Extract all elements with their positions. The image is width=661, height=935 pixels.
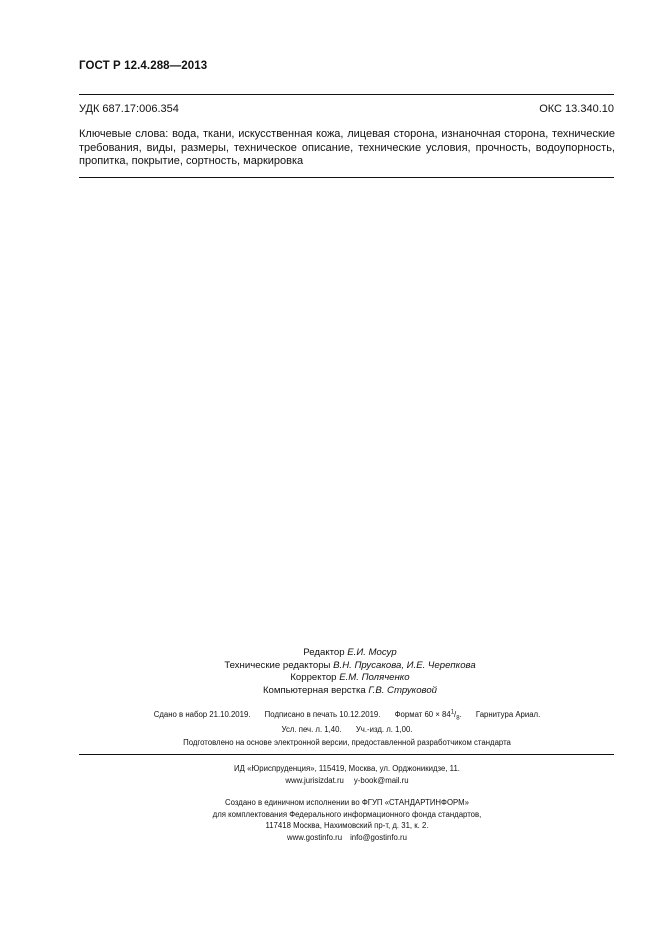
credit-layout: Компьютерная верстка Г.В. Струковой xyxy=(262,684,438,696)
print-sheets: Усл. печ. л. 1,40. xyxy=(281,725,342,734)
credit-editor: Редактор Е.И. Мосур xyxy=(303,647,397,658)
publisher-email: y-book@mail.ru xyxy=(353,776,409,785)
publisher-website: www.jurisizdat.ru xyxy=(285,776,344,785)
printer-line-1: Создано в единичном исполнении во ФГУП «СТАНДАРТИНФОРМ» xyxy=(225,798,469,807)
top-divider xyxy=(79,94,614,95)
paper-format: Формат $60 \times 84^1/_8$. xyxy=(394,709,462,722)
sheets-line xyxy=(79,725,615,734)
document-code: ГОСТ Р 12.4.288—2013 xyxy=(79,60,208,72)
credit-tech-editors: Технические редакторы В.Н. Прусакова, И.Е. Черепкова xyxy=(224,659,476,671)
keywords-block xyxy=(79,128,615,169)
publisher-address: ИД «Юриспруденция», 115419, Москва, ул. Орджоникидзе, 11. xyxy=(234,764,460,773)
keywords-text: вода, ткани, искусственная кожа, лицевая сторона, изнаночная сторона, технические требования, виды, размеры, техническое описание, технические условия, прочность, водоупорность, пропитка, покрытие, сортность, маркировка xyxy=(79,128,615,167)
print-details-line xyxy=(79,709,615,721)
submitted-date: Сдано в набор 21.10.2019. xyxy=(153,709,251,719)
publisher-block xyxy=(79,763,615,787)
keywords-divider xyxy=(79,177,614,178)
printer-line-3: 117418 Москва, Нахимовский пр-т, д. 31, к. 2. xyxy=(265,821,429,830)
keywords-label: Ключевые слова: xyxy=(79,128,169,140)
editorial-credits xyxy=(180,647,520,697)
credit-corrector: Корректор Е.М. Поляченко xyxy=(290,672,410,683)
bottom-divider xyxy=(79,754,614,755)
publisher-contacts xyxy=(79,775,615,787)
printer-contacts xyxy=(79,832,615,844)
printer-website: www.gostinfo.ru xyxy=(287,832,343,842)
signed-date: Подписано в печать 10.12.2019. xyxy=(264,709,381,719)
oks-code: ОКС 13.340.10 xyxy=(539,103,614,115)
prepared-note: Подготовлено на основе электронной версии, предоставленной разработчиком стандарта xyxy=(183,738,511,747)
udc-code: УДК 687.17:006.354 xyxy=(79,103,179,115)
printer-line-2: для комплектования Федерального информационного фонда стандартов, xyxy=(212,809,482,819)
printer-block xyxy=(79,797,615,843)
printer-email: info@gostinfo.ru xyxy=(350,832,407,842)
typeface: Гарнитура Ариал. xyxy=(475,709,541,719)
publisher-sheets: Уч.-изд. л. 1,00. xyxy=(355,725,413,734)
